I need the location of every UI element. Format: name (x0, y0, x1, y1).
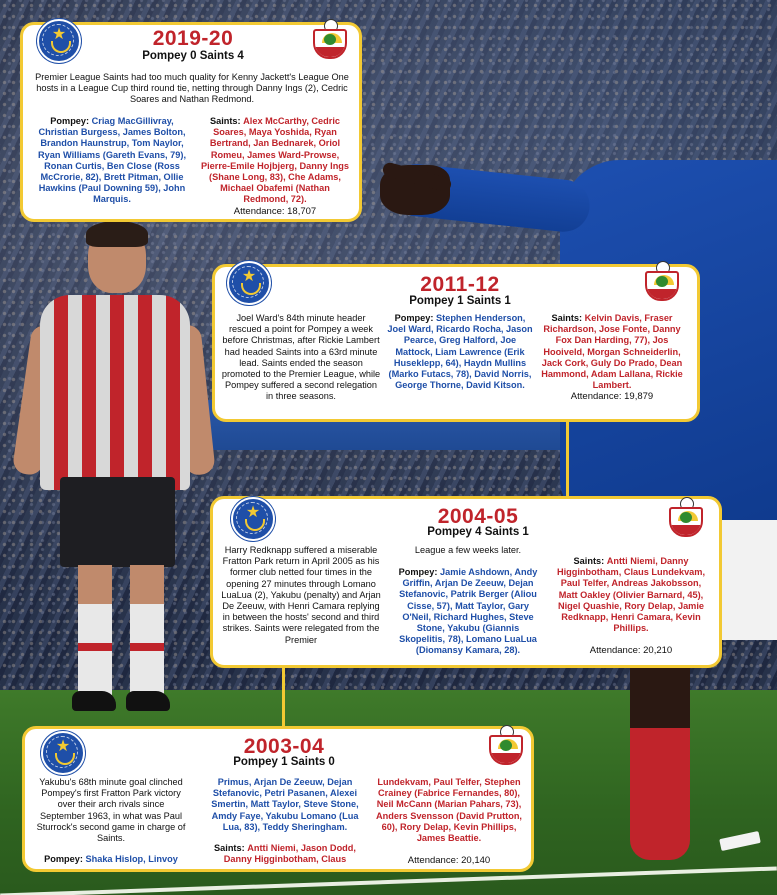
match-summary: Yakubu's 68th minute goal clinched Pompey's first Fratton Park victory over their arch rivals since September 1963, in what was Paul Sturrock's second game in charge of Saints. (36, 777, 186, 844)
saints-lineup: Saints: Antti Niemi, Danny Higginbotham, Claus Lundekvam, Paul Telfer, Andreas Jakobsson, Matt Oakley (Olivier Barnard, 45), Nigel Quashie, Rory Delap, Jamie Redknapp, Henri Camara, Kevin Phillips. (556, 556, 706, 634)
attendance: Attendance: 18,707 (233, 206, 317, 217)
saints-lineup-continued: Lundekvam, Paul Telfer, Stephen Crainey (Fabrice Fernandes, 80), Neil McCann (Marian Pahars, 73), Anders Svensson (David Prutton, 60), Rory Delap, Kevin Phillips, James Beattie. (375, 777, 522, 844)
saints-lineup: Saints: Alex McCarthy, Cedric Soares, Maya Yoshida, Ryan Bertrand, Jan Bednarek, Oriol Romeu, James Ward-Prowse, Pierre-Emile Hojbjerg, Danny Ings (Shane Long, 83), Che Adams, Michael Obafemi (Nathan Redmond, 72). (200, 116, 350, 205)
match-summary: Harry Redknapp suffered a miserable Fratton Park return in April 2005 as his former club netted four times in the opening 27 minutes through Lomano LuaLua (2), Yakubu (penalty) and Arjan De Zeeuw, with Henri Camara replying in between the hosts' second and third strikes. Saints were relegated from the Premier (221, 545, 381, 645)
pompey-lineup: Pompey: Stephen Henderson, Joel Ward, Ricardo Rocha, Jason Pearce, Greg Halford, Joe Mattock, Liam Lawrence (Erik Huseklepp, 64), Haydn Mullins (Marko Futacs, 78), David Norris, George Thorne, David Kitson. (387, 313, 533, 391)
saints-player-figure (20, 215, 210, 725)
panel-2003-04 (22, 726, 534, 872)
attendance: Attendance: 19,879 (570, 391, 654, 402)
pompey-lineup: Pompey: Jamie Ashdown, Andy Griffin, Arjan De Zeeuw, Dejan Stefanovic, Patrik Berger (Aliou Cisse, 57), Matt Taylor, Gary O'Neil, Richard Hughes, Steve Stone, Yakubu (Giannis Skopelitis, 78), Lomano LuaLua (Diomansy Kamara, 28). (398, 567, 538, 656)
season-year: 2011-12 (420, 273, 500, 296)
saints-crest-icon (645, 261, 679, 303)
season-year: 2004-05 (437, 505, 519, 528)
saints-crest-icon (669, 497, 703, 539)
panel-2004-05 (210, 496, 722, 668)
match-score: Pompey 4 Saints 1 (427, 526, 529, 538)
season-year: 2019-20 (152, 27, 234, 50)
panel-2019-20 (20, 22, 362, 222)
saints-lineup: Saints: Kelvin Davis, Fraser Richardson, Jose Fonte, Danny Fox Dan Harding, 77), Jos Hooiveld, Morgan Schneiderlin, Jack Cork, Guly Do Prado, Dean Hammond, Adam Lallana, Rickie Lambert. (541, 313, 683, 391)
pompey-lineup: Pompey: Criag MacGillivray, Christian Burgess, James Bolton, Brandon Haunstrup, Tom Naylor, Ryan Williams (Gareth Evans, 79), Ronan Curtis, Ben Close (Ross McCrorie, 82), Brett Pitman, Ollie Hawkins (Paul Downing 59), John Marquis. (38, 116, 186, 205)
attendance: Attendance: 20,210 (589, 645, 673, 656)
pompey-crest-icon: ★ (231, 497, 275, 541)
pompey-lineup-start: Pompey: Shaka Hislop, Linvoy (44, 854, 178, 864)
season-year: 2003-04 (243, 735, 325, 758)
match-summary-continued: League a few weeks later. (414, 545, 522, 555)
pompey-crest-icon: ★ (41, 731, 85, 775)
match-summary: Joel Ward's 84th minute header rescued a point for Pompey a week before Christmas, after Rickie Lambert had headed Saints into a 63rd minute lead. Saints ended the season promoted to the Premier League, while Pompey suffered a second relegation in three seasons. (221, 313, 381, 402)
saints-crest-icon (489, 725, 523, 767)
saints-crest-icon (313, 19, 347, 61)
timeline-connector (282, 668, 285, 728)
match-summary: Premier League Saints had too much quality for Kenny Jackett's League One hosts in a League Cup third round tie, netting through Danny Ings (2), Cedric Soares and Nathan Redmond. (35, 72, 349, 105)
panel-2011-12 (212, 264, 700, 422)
attendance: Attendance: 20,140 (407, 855, 491, 866)
pompey-lineup-continued: Primus, Arjan De Zeeuw, Dejan Stefanovic, Petri Pasanen, Alexei Smertin, Matt Taylor, Steve Stone, Amdy Faye, Yakubu Lomano (Lua Lua, 83), Teddy Sheringham. (211, 777, 359, 832)
match-score: Pompey 0 Saints 4 (142, 50, 244, 62)
saints-lineup-start: Saints: Antti Niemi, Jason Dodd, Danny Higginbotham, Claus (214, 843, 356, 865)
pompey-crest-icon: ★ (37, 19, 81, 63)
timeline-connector (566, 420, 569, 498)
match-score: Pompey 1 Saints 1 (409, 295, 511, 307)
match-score: Pompey 1 Saints 0 (233, 756, 335, 768)
pompey-crest-icon: ★ (227, 261, 271, 305)
